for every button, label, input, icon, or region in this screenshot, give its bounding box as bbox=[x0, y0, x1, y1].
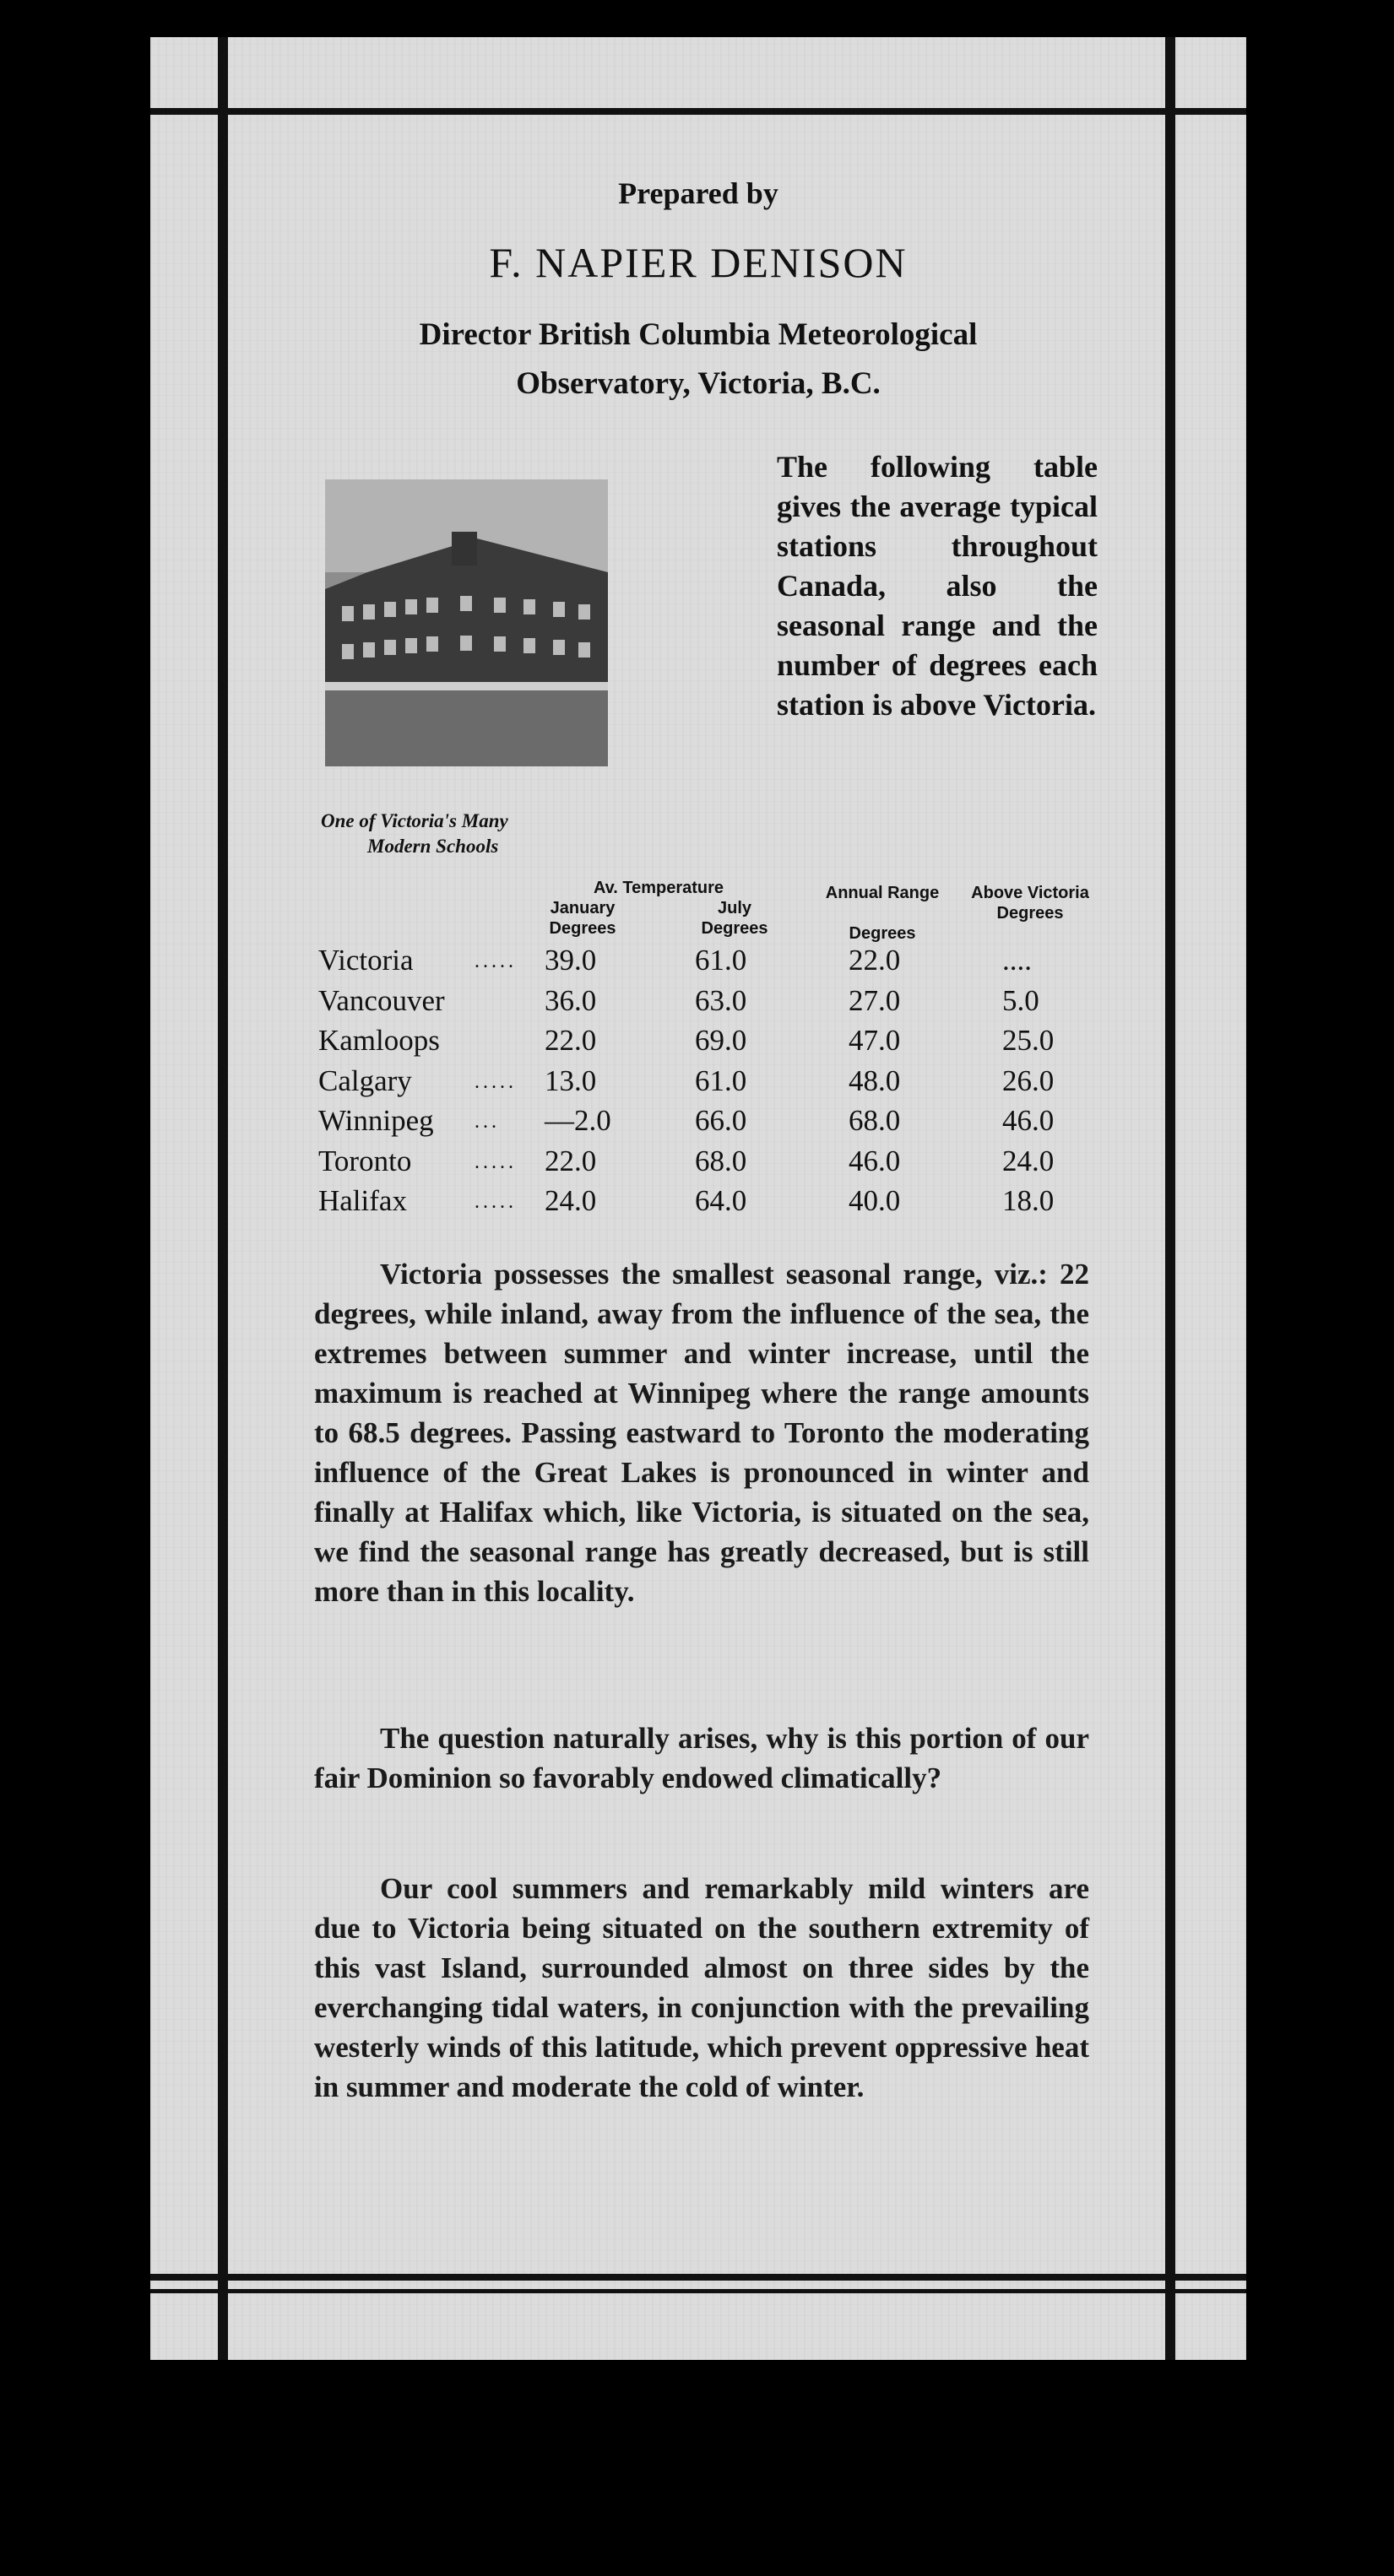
july-value: 61.0 bbox=[695, 1063, 747, 1097]
table-row bbox=[318, 984, 1095, 1025]
july-value: 63.0 bbox=[695, 983, 747, 1017]
table-row bbox=[318, 1064, 1095, 1105]
paragraph-question: The question naturally arises, why is this portion of our fair Dominion so favorably endowed climatically? bbox=[314, 1722, 1089, 1794]
station-leader: ..... bbox=[475, 1150, 517, 1173]
author-title-line2: Observatory, Victoria, B.C. bbox=[516, 366, 881, 401]
january-value: 36.0 bbox=[545, 983, 597, 1017]
header-above-victoria-unit: Degrees bbox=[996, 904, 1064, 923]
author-title-line1: Director British Columbia Meteorological bbox=[419, 317, 978, 352]
table-row bbox=[318, 944, 1095, 984]
header-annual-range-label: Annual Range bbox=[825, 884, 940, 902]
above-victoria-value: 26.0 bbox=[1002, 1063, 1055, 1097]
header-annual-range bbox=[802, 883, 963, 944]
station-name: Halifax bbox=[318, 1184, 407, 1217]
table-row bbox=[318, 1145, 1095, 1185]
january-value: 22.0 bbox=[545, 1144, 597, 1177]
january-value: 24.0 bbox=[545, 1184, 597, 1217]
july-value: 64.0 bbox=[695, 1184, 747, 1217]
annual-range-value: 48.0 bbox=[849, 1063, 901, 1097]
above-victoria-value: 5.0 bbox=[1002, 983, 1039, 1017]
author-name: F. NAPIER DENISON bbox=[489, 239, 908, 286]
photo-caption-line2: Modern Schools bbox=[367, 836, 499, 857]
annual-range-value: 22.0 bbox=[849, 944, 901, 977]
header-january-unit: Degrees bbox=[549, 919, 616, 938]
header-av-temperature: Av. Temperature bbox=[593, 879, 724, 897]
station-name: Kamloops bbox=[318, 1024, 440, 1057]
header-july bbox=[684, 898, 785, 939]
school-photo bbox=[325, 479, 608, 766]
header-july-label: July bbox=[717, 899, 752, 917]
photo-caption bbox=[321, 809, 608, 859]
paragraph-climate: Our cool summers and remarkably mild winters are due to Victoria being situated on the southern extremity of this vast Island, surrounded almost on three sides by the everchanging tidal waters, in conjunction with the prevailing westerly winds of this latitude, which prevent oppressive heat in summer and moderate the cold of winter. bbox=[314, 1872, 1089, 2103]
prepared-by: Prepared by bbox=[618, 176, 778, 210]
annual-range-value: 68.0 bbox=[849, 1104, 901, 1137]
table-row bbox=[318, 1104, 1095, 1145]
january-value: 39.0 bbox=[545, 944, 597, 977]
january-value: 13.0 bbox=[545, 1063, 597, 1097]
header-annual-range-unit: Degrees bbox=[849, 924, 916, 943]
station-name: Victoria bbox=[318, 944, 414, 977]
july-value: 61.0 bbox=[695, 944, 747, 977]
above-victoria-value: 25.0 bbox=[1002, 1024, 1055, 1057]
station-name: Winnipeg bbox=[318, 1104, 434, 1137]
header-july-unit: Degrees bbox=[701, 919, 768, 938]
header-above-victoria-label: Above Victoria bbox=[971, 884, 1089, 902]
july-value: 66.0 bbox=[695, 1104, 747, 1137]
header-january-label: January bbox=[550, 899, 616, 917]
station-name: Calgary bbox=[318, 1063, 412, 1097]
photo-caption-line1: One of Victoria's Many bbox=[321, 810, 508, 831]
station-leader: ... bbox=[475, 1111, 500, 1133]
above-victoria-value: 24.0 bbox=[1002, 1144, 1055, 1177]
station-leader: ..... bbox=[475, 950, 517, 972]
paragraph-seasonal-range: Victoria possesses the smallest seasonal range, viz.: 22 degrees, while inland, away from the influence of the sea, the extremes between summer and winter increase, until the maximum is reached at Winnipeg where the range amounts to 68.5 degrees. Passing eastward to Toronto the moderating influence of the Great Lakes is pronounced in winter and finally at Halifax which, like Victoria, is situated on the sea, we find the seasonal range has greatly decreased, but is still more than in this locality. bbox=[314, 1258, 1089, 1608]
header-january bbox=[532, 898, 633, 939]
intro-paragraph: The following table gives the average typical stations throughout Canada, also the seasonal range and the number of degrees each station is above Victoria. bbox=[777, 450, 1098, 722]
july-value: 68.0 bbox=[695, 1144, 747, 1177]
station-name: Vancouver bbox=[318, 983, 445, 1017]
school-building-image bbox=[325, 479, 608, 766]
author-title bbox=[150, 311, 1246, 409]
border-bottom-rule-1 bbox=[150, 2274, 1246, 2281]
above-victoria-value: 46.0 bbox=[1002, 1104, 1055, 1137]
station-leader: ..... bbox=[475, 1070, 517, 1093]
july-value: 69.0 bbox=[695, 1024, 747, 1057]
january-value: —2.0 bbox=[545, 1104, 611, 1137]
january-value: 22.0 bbox=[545, 1024, 597, 1057]
annual-range-value: 27.0 bbox=[849, 983, 901, 1017]
border-top-rule bbox=[150, 108, 1246, 115]
table-row bbox=[318, 1184, 1095, 1225]
border-bottom-rule-2 bbox=[150, 2289, 1246, 2293]
annual-range-value: 47.0 bbox=[849, 1024, 901, 1057]
table-row bbox=[318, 1024, 1095, 1064]
annual-range-value: 40.0 bbox=[849, 1184, 901, 1217]
station-name: Toronto bbox=[318, 1144, 412, 1177]
header-above-victoria bbox=[971, 883, 1089, 923]
annual-range-value: 46.0 bbox=[849, 1144, 901, 1177]
above-victoria-value: 18.0 bbox=[1002, 1184, 1055, 1217]
above-victoria-value: .... bbox=[1002, 944, 1032, 977]
station-leader: ..... bbox=[475, 1191, 517, 1213]
